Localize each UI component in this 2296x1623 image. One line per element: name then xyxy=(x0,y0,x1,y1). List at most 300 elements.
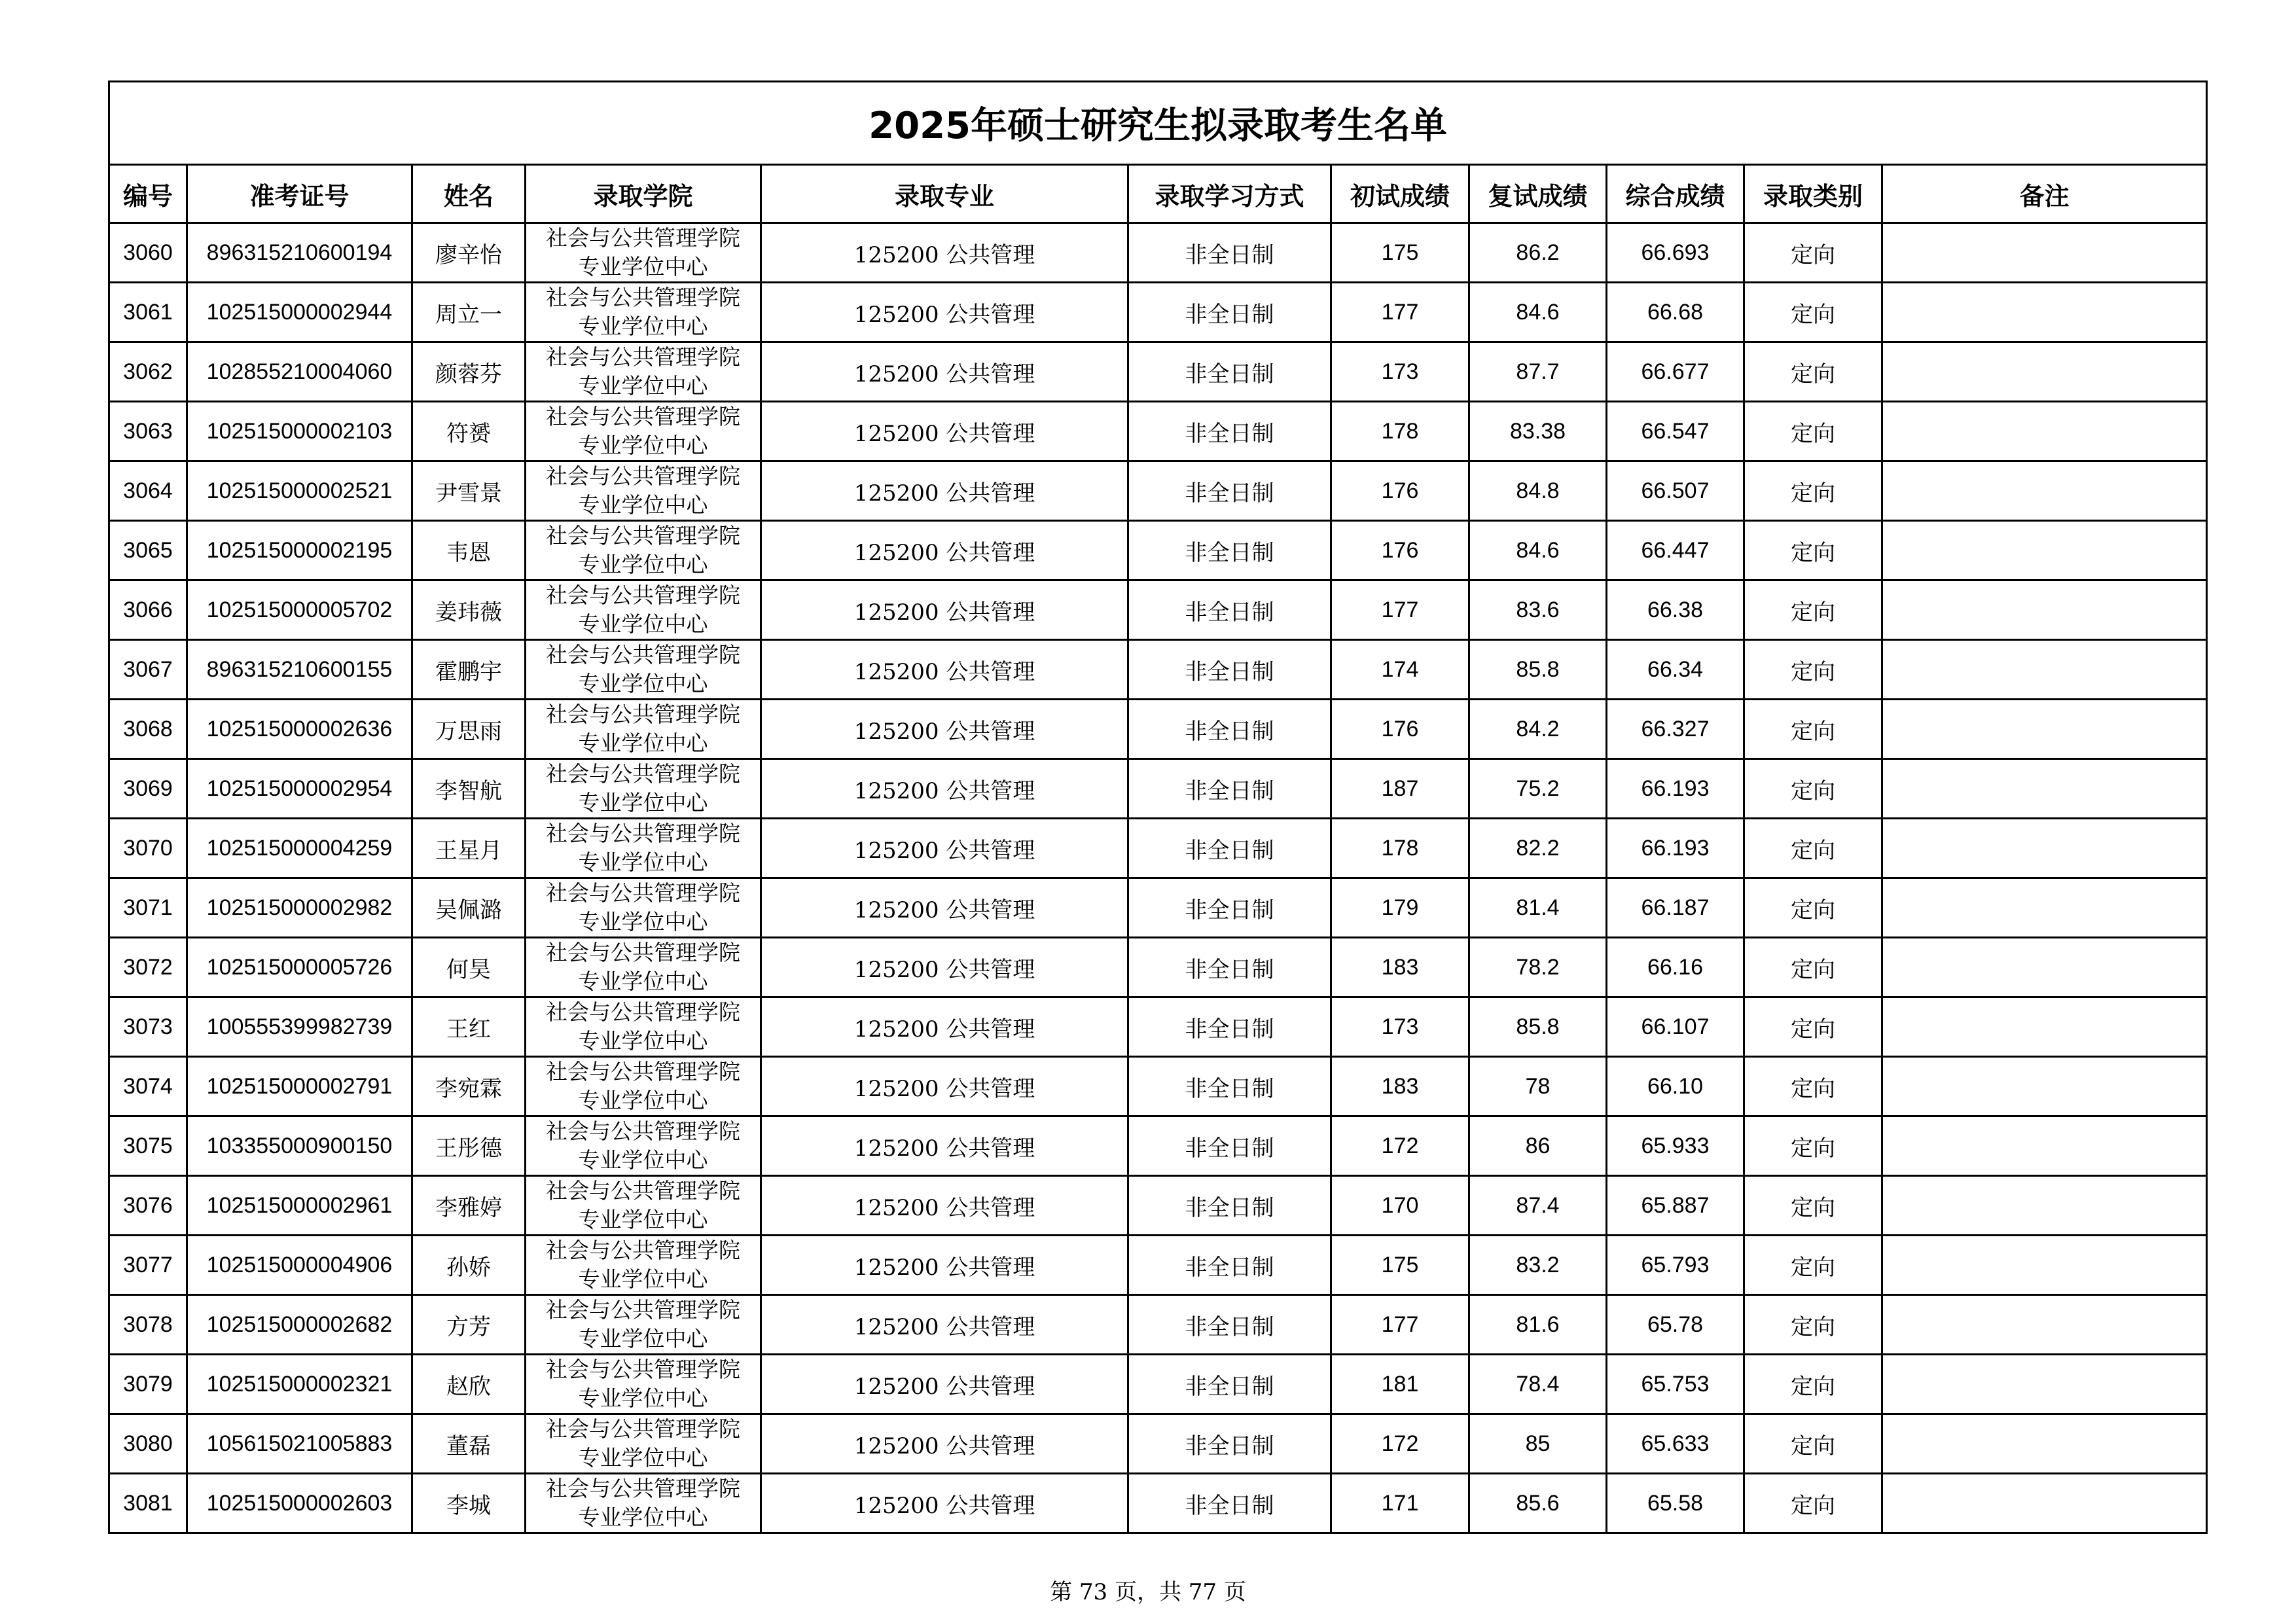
cell-major: 125200 公共管理 xyxy=(761,878,1128,938)
college-line-1: 社会与公共管理学院 xyxy=(546,225,740,251)
cell-major: 125200 公共管理 xyxy=(761,1057,1128,1116)
cell-id: 3070 xyxy=(109,819,187,878)
cell-major: 125200 公共管理 xyxy=(761,759,1128,819)
table-row xyxy=(109,997,2207,1057)
cell-exam-no: 102515000002791 xyxy=(187,1057,412,1116)
cell-mode: 非全日制 xyxy=(1128,1116,1331,1176)
cell-name: 周立一 xyxy=(412,283,526,342)
cell-mode: 非全日制 xyxy=(1128,1414,1331,1474)
cell-initial-score: 175 xyxy=(1331,223,1469,283)
cell-name: 李智航 xyxy=(412,759,526,819)
cell-total-score: 66.547 xyxy=(1607,402,1744,461)
cell-college xyxy=(526,759,761,819)
college-line-2: 专业学位中心 xyxy=(578,1266,708,1292)
college-line-1: 社会与公共管理学院 xyxy=(546,702,740,727)
cell-name: 尹雪景 xyxy=(412,461,526,521)
cell-exam-no: 102515000002954 xyxy=(187,759,412,819)
header-row xyxy=(109,165,2207,223)
cell-total-score: 66.187 xyxy=(1607,878,1744,938)
cell-retest-score: 78.4 xyxy=(1469,1355,1607,1414)
cell-college xyxy=(526,283,761,342)
cell-category: 定向 xyxy=(1744,461,1882,521)
table-row xyxy=(109,1057,2207,1116)
college-line-2: 专业学位中心 xyxy=(578,492,708,518)
table-body xyxy=(109,223,2207,1533)
cell-category: 定向 xyxy=(1744,1295,1882,1355)
cell-initial-score: 183 xyxy=(1331,1057,1469,1116)
cell-college xyxy=(526,1474,761,1533)
cell-total-score: 66.193 xyxy=(1607,819,1744,878)
cell-name: 吴佩潞 xyxy=(412,878,526,938)
cell-major: 125200 公共管理 xyxy=(761,580,1128,640)
col-header-exam-no: 准考证号 xyxy=(187,165,412,223)
cell-id: 3061 xyxy=(109,283,187,342)
cell-initial-score: 173 xyxy=(1331,997,1469,1057)
table-row xyxy=(109,1355,2207,1414)
cell-exam-no: 102515000002961 xyxy=(187,1176,412,1236)
cell-total-score: 66.677 xyxy=(1607,342,1744,402)
cell-id: 3073 xyxy=(109,997,187,1057)
cell-note xyxy=(1882,759,2207,819)
table-row xyxy=(109,1176,2207,1236)
cell-category: 定向 xyxy=(1744,938,1882,997)
cell-category: 定向 xyxy=(1744,402,1882,461)
cell-initial-score: 172 xyxy=(1331,1116,1469,1176)
cell-college xyxy=(526,938,761,997)
cell-mode: 非全日制 xyxy=(1128,700,1331,759)
cell-note xyxy=(1882,461,2207,521)
table-row xyxy=(109,819,2207,878)
college-line-2: 专业学位中心 xyxy=(578,1505,708,1530)
college-line-2: 专业学位中心 xyxy=(578,313,708,339)
cell-total-score: 65.78 xyxy=(1607,1295,1744,1355)
cell-initial-score: 177 xyxy=(1331,580,1469,640)
cell-id: 3064 xyxy=(109,461,187,521)
col-header-total: 综合成绩 xyxy=(1607,165,1744,223)
table-row xyxy=(109,938,2207,997)
cell-id: 3080 xyxy=(109,1414,187,1474)
cell-name: 韦恩 xyxy=(412,521,526,580)
cell-mode: 非全日制 xyxy=(1128,1474,1331,1533)
cell-id: 3079 xyxy=(109,1355,187,1414)
cell-id: 3062 xyxy=(109,342,187,402)
col-header-mode: 录取学习方式 xyxy=(1128,165,1331,223)
college-line-2: 专业学位中心 xyxy=(578,1088,708,1113)
cell-mode: 非全日制 xyxy=(1128,1236,1331,1295)
cell-name: 方芳 xyxy=(412,1295,526,1355)
college-line-1: 社会与公共管理学院 xyxy=(546,1059,740,1084)
cell-exam-no: 896315210600155 xyxy=(187,640,412,700)
college-line-1: 社会与公共管理学院 xyxy=(546,1476,740,1501)
cell-retest-score: 87.4 xyxy=(1469,1176,1607,1236)
cell-category: 定向 xyxy=(1744,997,1882,1057)
cell-retest-score: 84.6 xyxy=(1469,283,1607,342)
cell-note xyxy=(1882,819,2207,878)
cell-note xyxy=(1882,580,2207,640)
cell-exam-no: 102515000002944 xyxy=(187,283,412,342)
cell-major: 125200 公共管理 xyxy=(761,997,1128,1057)
cell-initial-score: 170 xyxy=(1331,1176,1469,1236)
cell-mode: 非全日制 xyxy=(1128,1176,1331,1236)
cell-retest-score: 85.6 xyxy=(1469,1474,1607,1533)
cell-retest-score: 83.2 xyxy=(1469,1236,1607,1295)
cell-exam-no: 896315210600194 xyxy=(187,223,412,283)
cell-retest-score: 81.4 xyxy=(1469,878,1607,938)
col-header-category: 录取类别 xyxy=(1744,165,1882,223)
col-header-id: 编号 xyxy=(109,165,187,223)
table-row xyxy=(109,759,2207,819)
college-line-2: 专业学位中心 xyxy=(578,552,708,577)
cell-note xyxy=(1882,1176,2207,1236)
cell-college xyxy=(526,461,761,521)
college-line-2: 专业学位中心 xyxy=(578,1385,708,1411)
cell-college xyxy=(526,580,761,640)
college-line-2: 专业学位中心 xyxy=(578,730,708,756)
cell-note xyxy=(1882,1474,2207,1533)
cell-major: 125200 公共管理 xyxy=(761,1295,1128,1355)
cell-id: 3067 xyxy=(109,640,187,700)
cell-retest-score: 83.6 xyxy=(1469,580,1607,640)
cell-exam-no: 102515000002521 xyxy=(187,461,412,521)
cell-mode: 非全日制 xyxy=(1128,759,1331,819)
cell-college xyxy=(526,997,761,1057)
cell-category: 定向 xyxy=(1744,640,1882,700)
cell-retest-score: 87.7 xyxy=(1469,342,1607,402)
table-row xyxy=(109,402,2207,461)
table-row xyxy=(109,1295,2207,1355)
cell-college xyxy=(526,640,761,700)
cell-exam-no: 102515000004906 xyxy=(187,1236,412,1295)
cell-id: 3065 xyxy=(109,521,187,580)
cell-exam-no: 102515000002636 xyxy=(187,700,412,759)
cell-total-score: 66.327 xyxy=(1607,700,1744,759)
cell-mode: 非全日制 xyxy=(1128,223,1331,283)
cell-name: 何昊 xyxy=(412,938,526,997)
cell-mode: 非全日制 xyxy=(1128,402,1331,461)
cell-major: 125200 公共管理 xyxy=(761,461,1128,521)
cell-major: 125200 公共管理 xyxy=(761,938,1128,997)
admission-table xyxy=(108,80,2208,1534)
cell-major: 125200 公共管理 xyxy=(761,223,1128,283)
cell-id: 3077 xyxy=(109,1236,187,1295)
college-line-1: 社会与公共管理学院 xyxy=(546,285,740,310)
cell-note xyxy=(1882,700,2207,759)
cell-id: 3066 xyxy=(109,580,187,640)
cell-note xyxy=(1882,997,2207,1057)
cell-id: 3072 xyxy=(109,938,187,997)
cell-retest-score: 86.2 xyxy=(1469,223,1607,283)
college-line-2: 专业学位中心 xyxy=(578,254,708,279)
cell-retest-score: 85.8 xyxy=(1469,997,1607,1057)
cell-retest-score: 78 xyxy=(1469,1057,1607,1116)
cell-mode: 非全日制 xyxy=(1128,997,1331,1057)
cell-category: 定向 xyxy=(1744,700,1882,759)
cell-name: 符赟 xyxy=(412,402,526,461)
cell-major: 125200 公共管理 xyxy=(761,342,1128,402)
cell-total-score: 65.58 xyxy=(1607,1474,1744,1533)
college-line-1: 社会与公共管理学院 xyxy=(546,1178,740,1204)
cell-note xyxy=(1882,640,2207,700)
cell-initial-score: 179 xyxy=(1331,878,1469,938)
cell-category: 定向 xyxy=(1744,759,1882,819)
cell-note xyxy=(1882,1414,2207,1474)
cell-note xyxy=(1882,342,2207,402)
col-header-college: 录取学院 xyxy=(526,165,761,223)
table-row xyxy=(109,461,2207,521)
college-line-2: 专业学位中心 xyxy=(578,790,708,815)
cell-major: 125200 公共管理 xyxy=(761,521,1128,580)
cell-id: 3069 xyxy=(109,759,187,819)
cell-retest-score: 78.2 xyxy=(1469,938,1607,997)
cell-mode: 非全日制 xyxy=(1128,1057,1331,1116)
cell-exam-no: 102515000005702 xyxy=(187,580,412,640)
cell-name: 赵欣 xyxy=(412,1355,526,1414)
cell-college xyxy=(526,1236,761,1295)
cell-college xyxy=(526,402,761,461)
cell-id: 3074 xyxy=(109,1057,187,1116)
cell-name: 霍鹏宇 xyxy=(412,640,526,700)
cell-category: 定向 xyxy=(1744,342,1882,402)
cell-major: 125200 公共管理 xyxy=(761,1116,1128,1176)
cell-name: 孙娇 xyxy=(412,1236,526,1295)
cell-initial-score: 173 xyxy=(1331,342,1469,402)
cell-initial-score: 174 xyxy=(1331,640,1469,700)
cell-initial-score: 176 xyxy=(1331,700,1469,759)
cell-name: 王星月 xyxy=(412,819,526,878)
cell-note xyxy=(1882,283,2207,342)
cell-exam-no: 102515000002103 xyxy=(187,402,412,461)
cell-exam-no: 102515000002195 xyxy=(187,521,412,580)
cell-category: 定向 xyxy=(1744,1176,1882,1236)
cell-initial-score: 172 xyxy=(1331,1414,1469,1474)
cell-total-score: 66.34 xyxy=(1607,640,1744,700)
college-line-2: 专业学位中心 xyxy=(578,969,708,994)
cell-note xyxy=(1882,1116,2207,1176)
cell-category: 定向 xyxy=(1744,878,1882,938)
table-row xyxy=(109,1236,2207,1295)
cell-college xyxy=(526,878,761,938)
college-line-2: 专业学位中心 xyxy=(578,1147,708,1173)
cell-total-score: 65.887 xyxy=(1607,1176,1744,1236)
cell-id: 3060 xyxy=(109,223,187,283)
college-line-1: 社会与公共管理学院 xyxy=(546,999,740,1025)
cell-name: 王彤德 xyxy=(412,1116,526,1176)
cell-initial-score: 177 xyxy=(1331,1295,1469,1355)
cell-initial-score: 177 xyxy=(1331,283,1469,342)
college-line-2: 专业学位中心 xyxy=(578,849,708,875)
cell-name: 李雅婷 xyxy=(412,1176,526,1236)
college-line-2: 专业学位中心 xyxy=(578,671,708,696)
cell-retest-score: 82.2 xyxy=(1469,819,1607,878)
cell-mode: 非全日制 xyxy=(1128,819,1331,878)
college-line-1: 社会与公共管理学院 xyxy=(546,1118,740,1144)
col-header-retest: 复试成绩 xyxy=(1469,165,1607,223)
cell-total-score: 66.193 xyxy=(1607,759,1744,819)
cell-mode: 非全日制 xyxy=(1128,1355,1331,1414)
cell-total-score: 66.693 xyxy=(1607,223,1744,283)
cell-major: 125200 公共管理 xyxy=(761,1236,1128,1295)
col-header-name: 姓名 xyxy=(412,165,526,223)
table-row xyxy=(109,640,2207,700)
cell-note xyxy=(1882,402,2207,461)
cell-major: 125200 公共管理 xyxy=(761,283,1128,342)
cell-category: 定向 xyxy=(1744,1414,1882,1474)
college-line-1: 社会与公共管理学院 xyxy=(546,463,740,489)
cell-total-score: 65.793 xyxy=(1607,1236,1744,1295)
cell-exam-no: 105615021005883 xyxy=(187,1414,412,1474)
table-row xyxy=(109,521,2207,580)
cell-college xyxy=(526,1116,761,1176)
cell-retest-score: 84.2 xyxy=(1469,700,1607,759)
table-row xyxy=(109,283,2207,342)
cell-initial-score: 171 xyxy=(1331,1474,1469,1533)
table-row xyxy=(109,223,2207,283)
cell-mode: 非全日制 xyxy=(1128,283,1331,342)
cell-mode: 非全日制 xyxy=(1128,342,1331,402)
col-header-major: 录取专业 xyxy=(761,165,1128,223)
cell-major: 125200 公共管理 xyxy=(761,1176,1128,1236)
cell-exam-no: 102515000002982 xyxy=(187,878,412,938)
cell-initial-score: 176 xyxy=(1331,461,1469,521)
cell-initial-score: 176 xyxy=(1331,521,1469,580)
cell-initial-score: 187 xyxy=(1331,759,1469,819)
cell-note xyxy=(1882,938,2207,997)
college-line-1: 社会与公共管理学院 xyxy=(546,821,740,846)
cell-exam-no: 102515000002682 xyxy=(187,1295,412,1355)
cell-note xyxy=(1882,521,2207,580)
college-line-1: 社会与公共管理学院 xyxy=(546,523,740,548)
college-line-1: 社会与公共管理学院 xyxy=(546,582,740,608)
cell-total-score: 66.10 xyxy=(1607,1057,1744,1116)
cell-category: 定向 xyxy=(1744,521,1882,580)
cell-note xyxy=(1882,1295,2207,1355)
cell-major: 125200 公共管理 xyxy=(761,1355,1128,1414)
cell-exam-no: 100555399982739 xyxy=(187,997,412,1057)
college-line-1: 社会与公共管理学院 xyxy=(546,940,740,965)
table-row xyxy=(109,580,2207,640)
cell-exam-no: 102515000002603 xyxy=(187,1474,412,1533)
cell-college xyxy=(526,1295,761,1355)
cell-college xyxy=(526,700,761,759)
cell-initial-score: 183 xyxy=(1331,938,1469,997)
cell-exam-no: 102855210004060 xyxy=(187,342,412,402)
cell-mode: 非全日制 xyxy=(1128,461,1331,521)
college-line-2: 专业学位中心 xyxy=(578,373,708,399)
cell-note xyxy=(1882,1057,2207,1116)
cell-category: 定向 xyxy=(1744,819,1882,878)
table-row xyxy=(109,700,2207,759)
cell-college xyxy=(526,1414,761,1474)
cell-total-score: 65.933 xyxy=(1607,1116,1744,1176)
college-line-1: 社会与公共管理学院 xyxy=(546,1416,740,1442)
cell-id: 3071 xyxy=(109,878,187,938)
cell-retest-score: 86 xyxy=(1469,1116,1607,1176)
cell-note xyxy=(1882,1355,2207,1414)
cell-total-score: 66.38 xyxy=(1607,580,1744,640)
college-line-2: 专业学位中心 xyxy=(578,1326,708,1351)
cell-name: 王红 xyxy=(412,997,526,1057)
cell-mode: 非全日制 xyxy=(1128,580,1331,640)
cell-college xyxy=(526,1176,761,1236)
cell-major: 125200 公共管理 xyxy=(761,1474,1128,1533)
cell-major: 125200 公共管理 xyxy=(761,700,1128,759)
cell-category: 定向 xyxy=(1744,580,1882,640)
col-header-initial: 初试成绩 xyxy=(1331,165,1469,223)
cell-id: 3078 xyxy=(109,1295,187,1355)
cell-exam-no: 103355000900150 xyxy=(187,1116,412,1176)
cell-mode: 非全日制 xyxy=(1128,640,1331,700)
cell-category: 定向 xyxy=(1744,1236,1882,1295)
cell-name: 姜玮薇 xyxy=(412,580,526,640)
cell-initial-score: 175 xyxy=(1331,1236,1469,1295)
cell-id: 3063 xyxy=(109,402,187,461)
college-line-2: 专业学位中心 xyxy=(578,611,708,637)
cell-college xyxy=(526,1057,761,1116)
cell-category: 定向 xyxy=(1744,1116,1882,1176)
cell-college xyxy=(526,819,761,878)
cell-name: 董磊 xyxy=(412,1414,526,1474)
table-row xyxy=(109,1474,2207,1533)
cell-total-score: 66.16 xyxy=(1607,938,1744,997)
cell-note xyxy=(1882,223,2207,283)
college-line-1: 社会与公共管理学院 xyxy=(546,880,740,906)
cell-initial-score: 181 xyxy=(1331,1355,1469,1414)
cell-exam-no: 102515000002321 xyxy=(187,1355,412,1414)
cell-name: 李城 xyxy=(412,1474,526,1533)
cell-category: 定向 xyxy=(1744,223,1882,283)
cell-exam-no: 102515000004259 xyxy=(187,819,412,878)
cell-retest-score: 84.6 xyxy=(1469,521,1607,580)
table-row xyxy=(109,1116,2207,1176)
cell-mode: 非全日制 xyxy=(1128,521,1331,580)
cell-note xyxy=(1882,878,2207,938)
cell-initial-score: 178 xyxy=(1331,402,1469,461)
cell-mode: 非全日制 xyxy=(1128,938,1331,997)
cell-college xyxy=(526,1355,761,1414)
cell-college xyxy=(526,521,761,580)
cell-total-score: 65.753 xyxy=(1607,1355,1744,1414)
cell-total-score: 65.633 xyxy=(1607,1414,1744,1474)
table-row xyxy=(109,1414,2207,1474)
table-row xyxy=(109,342,2207,402)
cell-college xyxy=(526,223,761,283)
college-line-1: 社会与公共管理学院 xyxy=(546,344,740,370)
col-header-note: 备注 xyxy=(1882,165,2207,223)
cell-category: 定向 xyxy=(1744,1057,1882,1116)
cell-retest-score: 84.8 xyxy=(1469,461,1607,521)
college-line-1: 社会与公共管理学院 xyxy=(546,1238,740,1263)
cell-id: 3075 xyxy=(109,1116,187,1176)
cell-total-score: 66.507 xyxy=(1607,461,1744,521)
cell-initial-score: 178 xyxy=(1331,819,1469,878)
cell-retest-score: 75.2 xyxy=(1469,759,1607,819)
cell-major: 125200 公共管理 xyxy=(761,640,1128,700)
cell-name: 廖辛怡 xyxy=(412,223,526,283)
cell-name: 颜蓉芬 xyxy=(412,342,526,402)
college-line-1: 社会与公共管理学院 xyxy=(546,1297,740,1323)
cell-name: 李宛霖 xyxy=(412,1057,526,1116)
college-line-1: 社会与公共管理学院 xyxy=(546,642,740,668)
cell-id: 3076 xyxy=(109,1176,187,1236)
college-line-2: 专业学位中心 xyxy=(578,1207,708,1232)
cell-total-score: 66.447 xyxy=(1607,521,1744,580)
college-line-2: 专业学位中心 xyxy=(578,1445,708,1471)
page-footer: 第 73 页，共 77 页 xyxy=(1050,1579,1246,1605)
cell-total-score: 66.68 xyxy=(1607,283,1744,342)
cell-mode: 非全日制 xyxy=(1128,1295,1331,1355)
cell-college xyxy=(526,342,761,402)
cell-major: 125200 公共管理 xyxy=(761,819,1128,878)
